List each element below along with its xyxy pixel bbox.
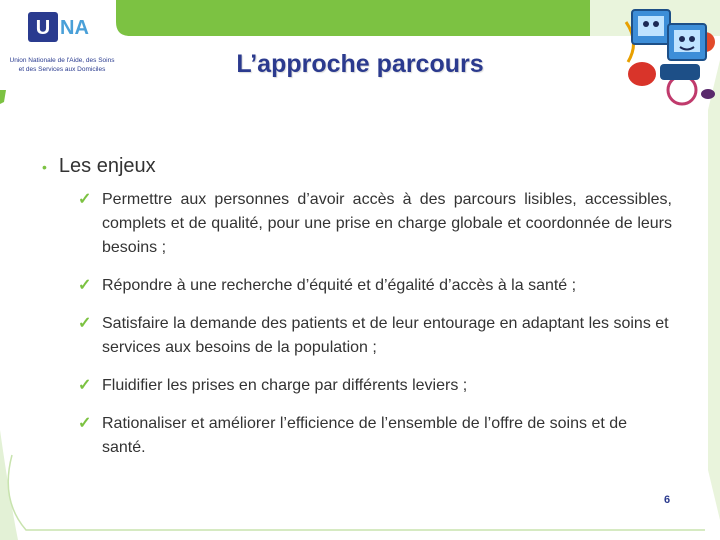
list-item-text: Permettre aux personnes d’avoir accès à des parcours lisibles, accessibles, complets et de qualité, pour une prise en charge globale et coordonnée de leurs besoins ; (102, 191, 672, 256)
list-item-text: Répondre à une recherche d’équité et d’égalité d’accès à la santé ; (102, 277, 577, 294)
list-item-text: Satisfaire la demande des patients et de leur entourage en adaptant les soins et services aux besoins de la population ; (102, 315, 669, 356)
list-item-text: Fluidifier les prises en charge par différents leviers ; (102, 377, 468, 394)
una-logo (4, 4, 114, 82)
objectives-list (78, 188, 672, 474)
list-item (78, 412, 672, 460)
list-item-text: Rationaliser et améliorer l’efficience de l’ensemble de l’offre de soins et de santé. (102, 415, 628, 456)
check-icon: ✓ (78, 377, 92, 394)
page-number: 6 (664, 494, 671, 506)
logo-u-letter: U (35, 17, 51, 39)
list-item (78, 188, 672, 260)
check-icon: ✓ (78, 191, 92, 208)
check-icon: ✓ (78, 277, 92, 294)
bullet-icon: • (42, 158, 47, 175)
logo-caption (8, 56, 116, 74)
check-icon: ✓ (78, 415, 92, 432)
logo-na-letters: NA (60, 17, 89, 39)
logo-caption-line-1: Union Nationale de l'Aide, des Soins (9, 57, 115, 64)
section-heading-text: Les enjeux (58, 155, 156, 177)
list-item (78, 274, 672, 298)
list-item (78, 312, 672, 360)
list-item (78, 374, 672, 398)
una-logo-mark (28, 12, 106, 42)
slide-title: L’approche parcours (236, 50, 484, 78)
check-icon: ✓ (78, 315, 92, 332)
section-heading (42, 155, 156, 178)
logo-caption-line-2: et des Services aux Domiciles (18, 66, 106, 73)
computer-mascot-icon (620, 2, 720, 112)
